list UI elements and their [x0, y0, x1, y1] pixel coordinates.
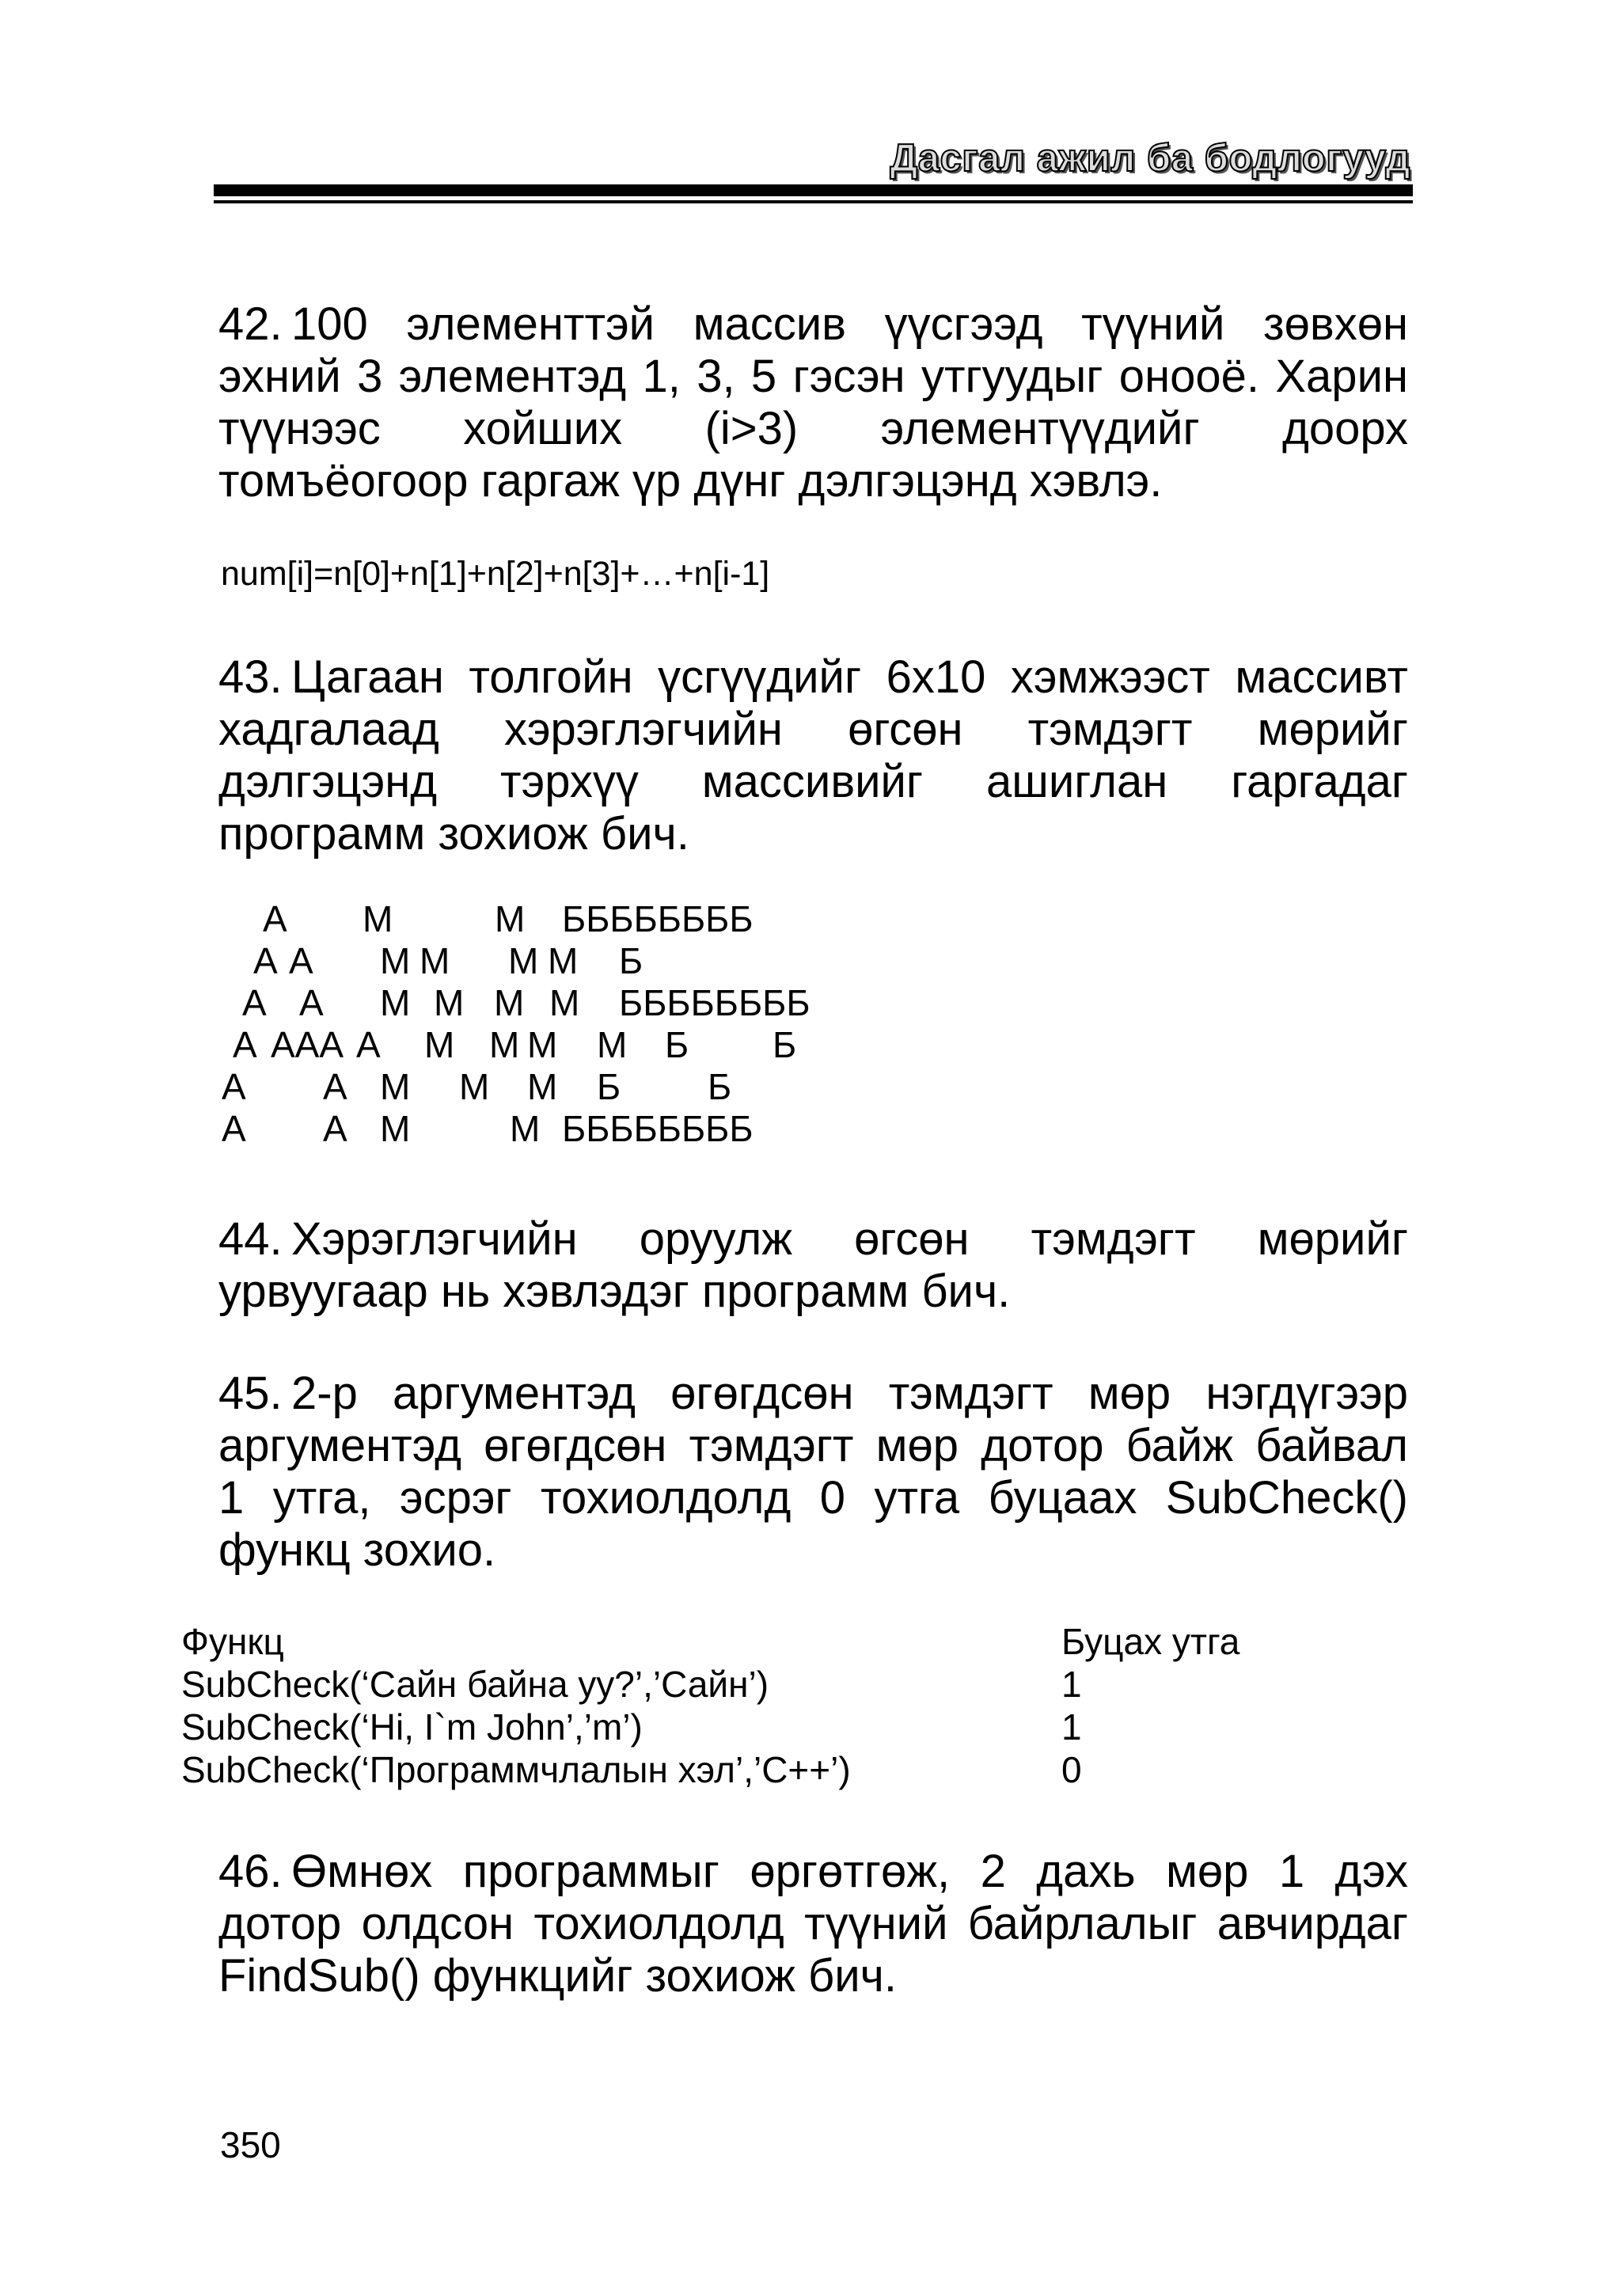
- problem-line: хадгалаад хэрэглэгчийн өгсөн тэмдэгт мөрийг: [218, 704, 1408, 755]
- problem-42: [218, 298, 1408, 507]
- table-row: [181, 1706, 1289, 1748]
- problem-line: 42. 100 элементтэй массив үүсгээд түүний зөвхөн: [218, 298, 1408, 350]
- problem-line: аргументэд өгөгдсөн тэмдэгт мөр дотор байж байвал: [218, 1420, 1408, 1471]
- problem-46: [218, 1846, 1408, 2002]
- problem-number: 45.: [218, 1368, 283, 1419]
- column-header-func: Функц: [181, 1621, 284, 1662]
- problem-line: дэлгэцэнд тэрхүү массивийг ашиглан гаргадаг: [218, 756, 1408, 807]
- function-call: SubCheck(‘Hi, I`m John’,’m’): [181, 1706, 643, 1748]
- problem-43: [218, 651, 1408, 860]
- function-call: SubCheck(‘Программчлалын хэл’,’C++’): [181, 1749, 851, 1790]
- header-rule-thick: [214, 184, 1413, 196]
- function-table: [181, 1620, 1289, 1791]
- page-header-title: Дасгал ажил ба бодлогууд: [890, 137, 1410, 180]
- problem-line: 44. Хэрэглэгчийн оруулж өгсөн тэмдэгт мөрийг: [218, 1213, 1408, 1265]
- table-row: [181, 1748, 1289, 1791]
- problem-44: [218, 1213, 1408, 1318]
- problem-line: 46. Өмнөх программыг өргөтгөж, 2 дахь мөр 1 дэх: [218, 1846, 1408, 1897]
- return-value: 1: [1061, 1706, 1082, 1748]
- return-value: 0: [1061, 1749, 1082, 1790]
- header-rule-thin: [214, 200, 1413, 203]
- problem-line: 45. 2-р аргументэд өгөгдсөн тэмдэгт мөр нэгдүгээр: [218, 1368, 1408, 1419]
- problem-line: программ зохиож бич.: [218, 808, 689, 860]
- problem-number: 44.: [218, 1213, 283, 1265]
- problem-45: [218, 1368, 1408, 1577]
- problem-number: 46.: [218, 1846, 283, 1897]
- problem-number: 43.: [218, 651, 283, 703]
- function-call: SubCheck(‘Сайн байна уу?’,’Сайн’): [181, 1664, 769, 1705]
- problem-line: 1 утга, эсрэг тохиолдолд 0 утга буцаах SubCheck(): [218, 1472, 1408, 1524]
- table-row: [181, 1663, 1289, 1706]
- function-table-header: [181, 1620, 1289, 1663]
- problem-line: функц зохио.: [218, 1524, 496, 1576]
- problem-line: 43. Цагаан толгойн үсгүүдийг 6x10 хэмжээст массивт: [218, 651, 1408, 703]
- problem-line: томъёогоор гаргаж үр дүнг дэлгэцэнд хэвлэ.: [218, 455, 1163, 507]
- problem-number: 42.: [218, 298, 283, 350]
- return-value: 1: [1061, 1664, 1082, 1705]
- problem-line: урвуугаар нь хэвлэдэг программ бич.: [218, 1266, 1011, 1317]
- problem-line: дотор олдсон тохиолдолд түүний байрлалыг авчирдаг: [218, 1898, 1408, 1949]
- problem-line: түүнээс хойших (i>3) элементүүдийг доорх: [218, 403, 1408, 454]
- problem-line: FindSub() функцийг зохиож бич.: [218, 1950, 897, 2002]
- formula: num[i]=n[0]+n[1]+n[2]+n[3]+…+n[i-1]: [221, 555, 770, 593]
- column-header-return: Буцах утга: [1061, 1621, 1240, 1662]
- problem-line: эхний 3 элементэд 1, 3, 5 гэсэн утгуудыг онооё. Харин: [218, 351, 1408, 402]
- page-number: 350: [220, 2124, 281, 2165]
